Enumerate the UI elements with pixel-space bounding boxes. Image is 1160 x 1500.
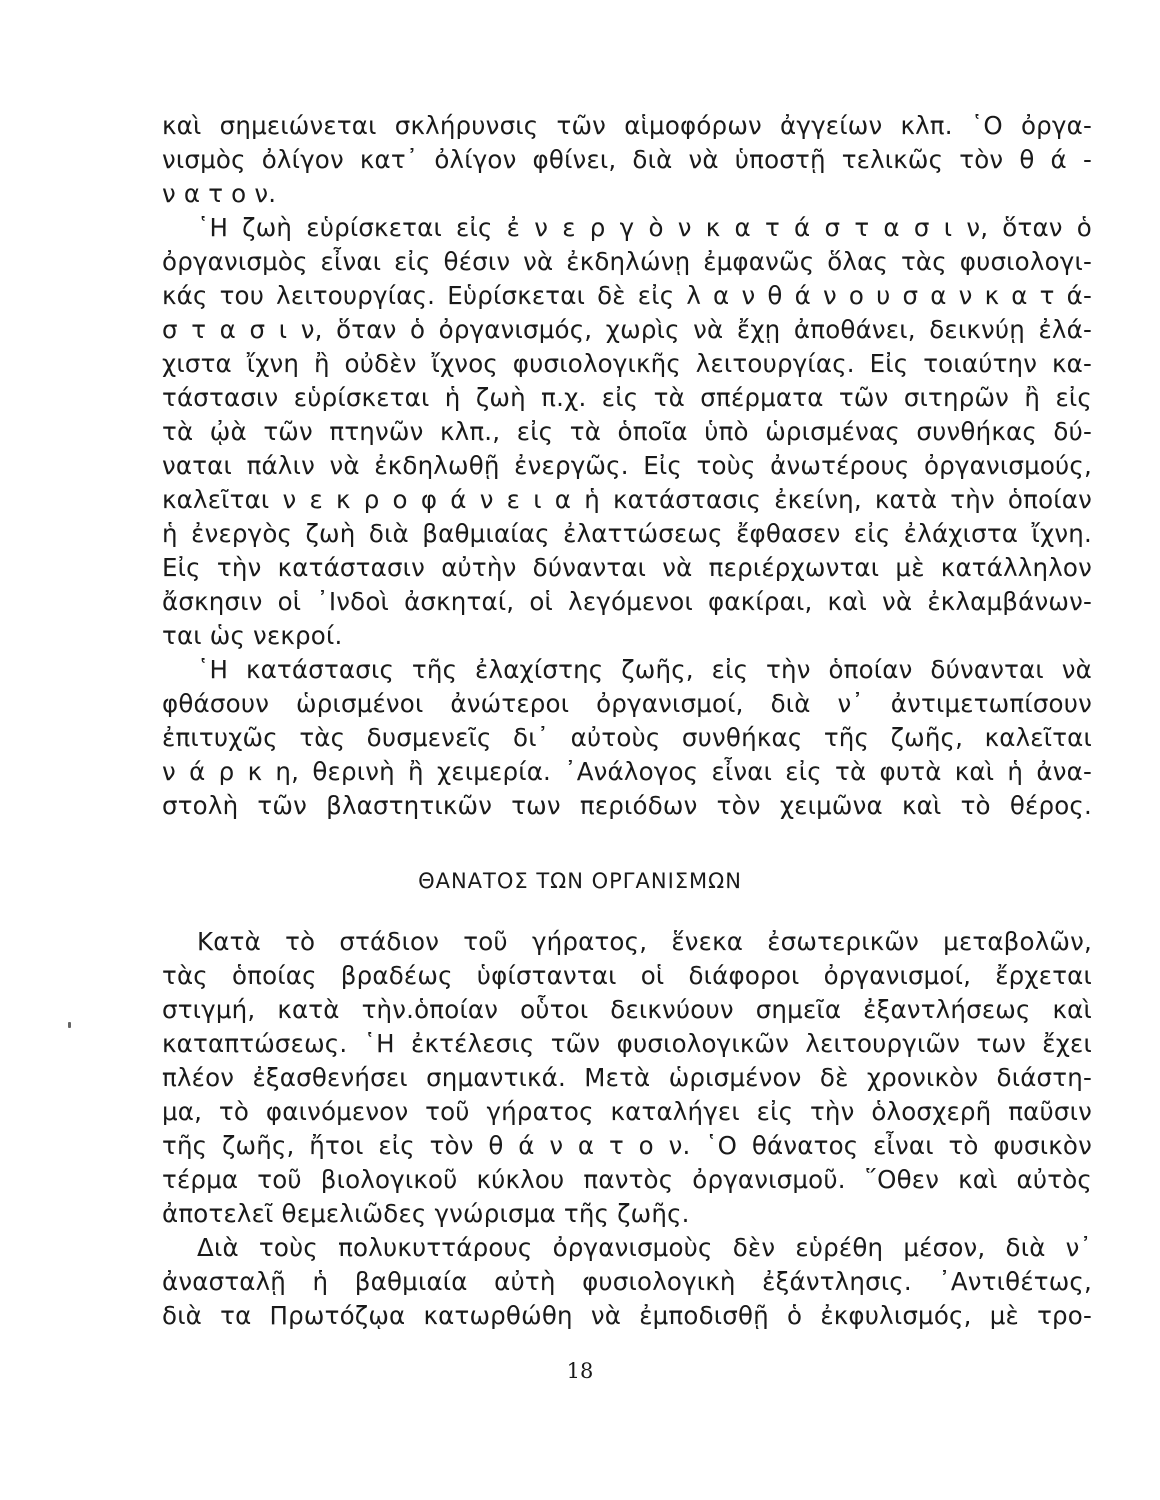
text-line: διὰ τα Πρωτόζῳα κατωρθώθη νὰ ἐμποδισθῇ ὁ ἐκφυλισμός, μὲ τρο-: [162, 1301, 1092, 1330]
text-line: νισμὸς ὀλίγον κατ᾽ ὀλίγον φθίνει, διὰ νὰ ὑποστῇ τελικῶς τὸν θ ά -: [162, 145, 1092, 174]
text-line: τὰς ὁποίας βραδέως ὑφίστανται οἱ διάφοροι ὀργανισμοί, ἔρχεται: [162, 961, 1092, 990]
text-line: ἡ ἐνεργὸς ζωὴ διὰ βαθμιαίας ἐλαττώσεως ἔφθασεν εἰς ἐλάχιστα ἴχνη.: [162, 519, 1092, 548]
text-line: Διὰ τοὺς πολυκυττάρους ὀργανισμοὺς δὲν εὑρέθη μέσον, διὰ ν᾽: [197, 1233, 1092, 1262]
text-line: μα, τὸ φαινόμενον τοῦ γήρατος καταλήγει εἰς τὴν ὁλοσχερῆ παῦσιν: [162, 1097, 1092, 1126]
text-line: ῾Η ζωὴ εὑρίσκεται εἰς ἐ ν ε ρ γ ὸ ν κ α τ ά σ τ α σ ι ν, ὅταν ὁ: [197, 213, 1092, 242]
text-line: ῾Η κατάστασις τῆς ἐλαχίστης ζωῆς, εἰς τὴν ὁποίαν δύνανται νὰ: [197, 655, 1092, 684]
text-line: καὶ σημειώνεται σκλήρυνσις τῶν αἱμοφόρων ἀγγείων κλπ. ῾Ο ὀργα-: [162, 111, 1092, 140]
text-line: φθάσουν ὡρισμένοι ἀνώτεροι ὀργανισμοί, διὰ ν᾽ ἀντιμετωπίσουν: [162, 689, 1092, 718]
text-line: ν ά ρ κ η, θερινὴ ἢ χειμερία. ᾿Ανάλογος εἶναι εἰς τὰ φυτὰ καὶ ἡ ἀνα-: [162, 757, 1092, 786]
text-line: καλεῖται ν ε κ ρ ο φ ά ν ε ι α ἡ κατάστασις ἐκείνη, κατὰ τὴν ὁποίαν: [162, 485, 1092, 514]
page-number: 18: [566, 1359, 594, 1383]
text-line: σ τ α σ ι ν, ὅταν ὁ ὀργανισμός, χωρὶς νὰ ἔχῃ ἀποθάνει, δεικνύῃ ἐλά-: [162, 315, 1092, 344]
text-line: ται ὡς νεκροί.: [162, 621, 343, 650]
text-line: στιγμή, κατὰ τὴν.ὁποίαν οὗτοι δεικνύουν σημεῖα ἐξαντλήσεως καὶ: [162, 995, 1092, 1024]
text-line: τέρμα τοῦ βιολογικοῦ κύκλου παντὸς ὀργανισμοῦ. ῞Οθεν καὶ αὐτὸς: [162, 1165, 1092, 1194]
text-line: Κατὰ τὸ στάδιον τοῦ γήρατος, ἕνεκα ἐσωτερικῶν μεταβολῶν,: [197, 927, 1092, 956]
text-line: Εἰς τὴν κατάστασιν αὐτὴν δύνανται νὰ περιέρχωνται μὲ κατάλληλον: [162, 553, 1092, 582]
text-line: ἀνασταλῇ ἡ βαθμιαία αὐτὴ φυσιολογικὴ ἐξάντλησις. ᾿Αντιθέτως,: [162, 1267, 1092, 1296]
section-heading: ΘΑΝΑΤΟΣ ΤΩΝ ΟΡΓΑΝΙΣΜΩΝ: [418, 869, 742, 893]
text-line: ὀργανισμὸς εἶναι εἰς θέσιν νὰ ἐκδηλώνῃ ἐμφανῶς ὅλας τὰς φυσιολογι-: [162, 247, 1092, 276]
text-line: ἀποτελεῖ θεμελιῶδες γνώρισμα τῆς ζωῆς.: [162, 1199, 690, 1228]
text-line: χιστα ἴχνη ἢ οὐδὲν ἴχνος φυσιολογικῆς λειτουργίας. Εἰς τοιαύτην κα-: [162, 349, 1092, 378]
text-line: κάς του λειτουργίας. Εὑρίσκεται δὲ εἰς λ α ν θ ά ν ο υ σ α ν κ α τ ά-: [162, 281, 1092, 310]
text-line: στολὴ τῶν βλαστητικῶν των περιόδων τὸν χειμῶνα καὶ τὸ θέρος.: [162, 791, 1092, 820]
text-line: τὰ ᾠὰ τῶν πτηνῶν κλπ., εἰς τὰ ὁποῖα ὑπὸ ὡρισμένας συνθήκας δύ-: [162, 417, 1092, 446]
text-line: ἐπιτυχῶς τὰς δυσμενεῖς δι᾽ αὐτοὺς συνθήκας τῆς ζωῆς, καλεῖται: [162, 723, 1092, 752]
text-line: ν α τ ο ν.: [162, 179, 277, 208]
text-line: τάστασιν εὑρίσκεται ἡ ζωὴ π.χ. εἰς τὰ σπέρματα τῶν σιτηρῶν ἢ εἰς: [162, 383, 1092, 412]
text-line: πλέον ἐξασθενήσει σημαντικά. Μετὰ ὡρισμένον δὲ χρονικὸν διάστη-: [162, 1063, 1092, 1092]
text-line: ἄσκησιν οἱ ᾿Ινδοὶ ἀσκηταί, οἱ λεγόμενοι φακίραι, καὶ νὰ ἐκλαμβάνων-: [162, 587, 1092, 616]
scan-speck: [68, 1022, 71, 1028]
text-line: καταπτώσεως. ῾Η ἐκτέλεσις τῶν φυσιολογικῶν λειτουργιῶν των ἔχει: [162, 1029, 1092, 1058]
text-line: ναται πάλιν νὰ ἐκδηλωθῇ ἐνεργῶς. Εἰς τοὺς ἀνωτέρους ὀργανισμούς,: [162, 451, 1092, 480]
text-line: τῆς ζωῆς, ἤτοι εἰς τὸν θ ά ν α τ ο ν. ῾Ο θάνατος εἶναι τὸ φυσικὸν: [162, 1131, 1092, 1160]
